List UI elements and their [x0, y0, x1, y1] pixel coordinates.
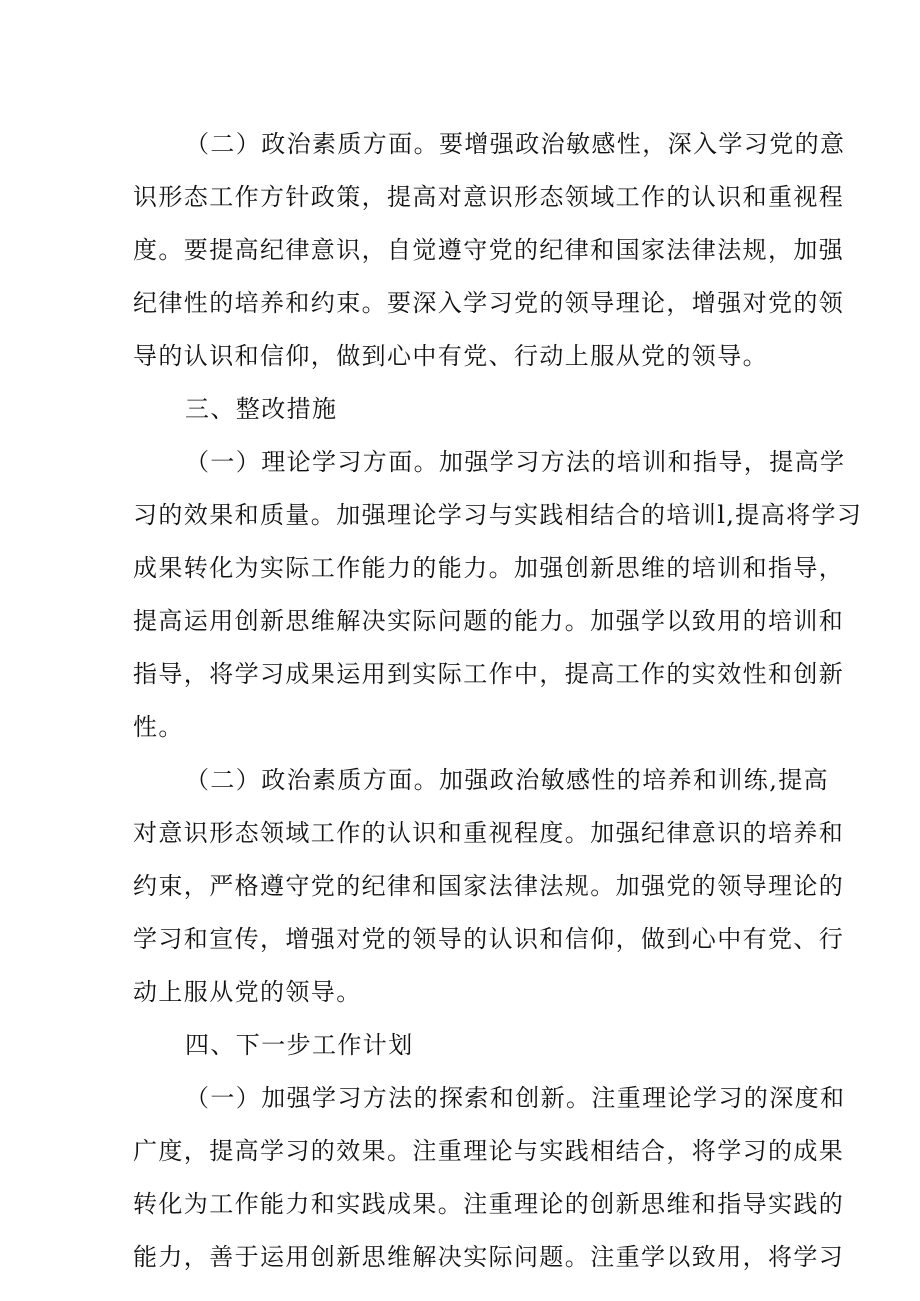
paragraph-political-measures-line-2: 对意识形态领域工作的认识和重视程度。加强纪律意识的培养和 — [133, 819, 845, 847]
paragraph-political-quality-line-5: 导的认识和信仰，做到心中有党、行动上服从党的领导。 — [133, 342, 768, 370]
paragraph-theory-study-line-5: 指导，将学习成果运用到实际工作中，提高工作的实效性和创新 — [133, 660, 845, 688]
paragraph-political-quality-line-1: （二）政治素质方面。要增强政治敏感性，深入学习党的意 — [185, 130, 846, 158]
paragraph-theory-study-line-2: 习的效果和质量。加强理论学习与实践相结合的培训l,提高将学习 — [133, 501, 863, 529]
paragraph-study-methods-line-1: （一）加强学习方法的探索和创新。注重理论学习的深度和 — [185, 1084, 846, 1112]
paragraph-political-measures-line-4: 学习和宣传，增强对党的领导的认识和信仰，做到心中有党、行 — [133, 925, 845, 953]
paragraph-study-methods-line-3: 转化为工作能力和实践成果。注重理论的创新思维和指导实践的 — [133, 1190, 845, 1218]
paragraph-theory-study-line-1: （一）理论学习方面。加强学习方法的培训和指导，提高学 — [185, 448, 846, 476]
paragraph-theory-study-line-4: 提高运用创新思维解决实际问题的能力。加强学以致用的培训和 — [133, 607, 845, 635]
paragraph-political-quality-line-4: 纪律性的培养和约束。要深入学习党的领导理论，增强对党的领 — [133, 289, 845, 317]
paragraph-study-methods-line-2: 广度，提高学习的效果。注重理论与实践相结合，将学习的成果 — [133, 1137, 845, 1165]
paragraph-political-quality-line-3: 度。要提高纪律意识，自觉遵守党的纪律和国家法律法规，加强 — [133, 236, 845, 264]
paragraph-political-quality-line-2: 识形态工作方针政策，提高对意识形态领域工作的认识和重视程 — [133, 183, 845, 211]
paragraph-theory-study-line-3: 成果转化为实际工作能力的能力。加强创新思维的培训和指导， — [133, 554, 845, 582]
paragraph-political-measures-line-5: 动上服从党的领导。 — [133, 978, 362, 1006]
section-heading-rectification-measures: 三、整改措施 — [185, 395, 338, 423]
paragraph-political-measures-line-1: （二）政治素质方面。加强政治敏感性的培养和训练,提高 — [185, 766, 830, 794]
paragraph-political-measures-line-3: 约束，严格遵守党的纪律和国家法律法规。加强党的领导理论的 — [133, 872, 845, 900]
paragraph-study-methods-line-4: 能力，善于运用创新思维解决实际问题。注重学以致用，将学习 — [133, 1243, 845, 1271]
section-heading-next-work-plan: 四、下一步工作计划 — [185, 1031, 414, 1059]
paragraph-theory-study-line-6: 性。 — [133, 713, 184, 741]
